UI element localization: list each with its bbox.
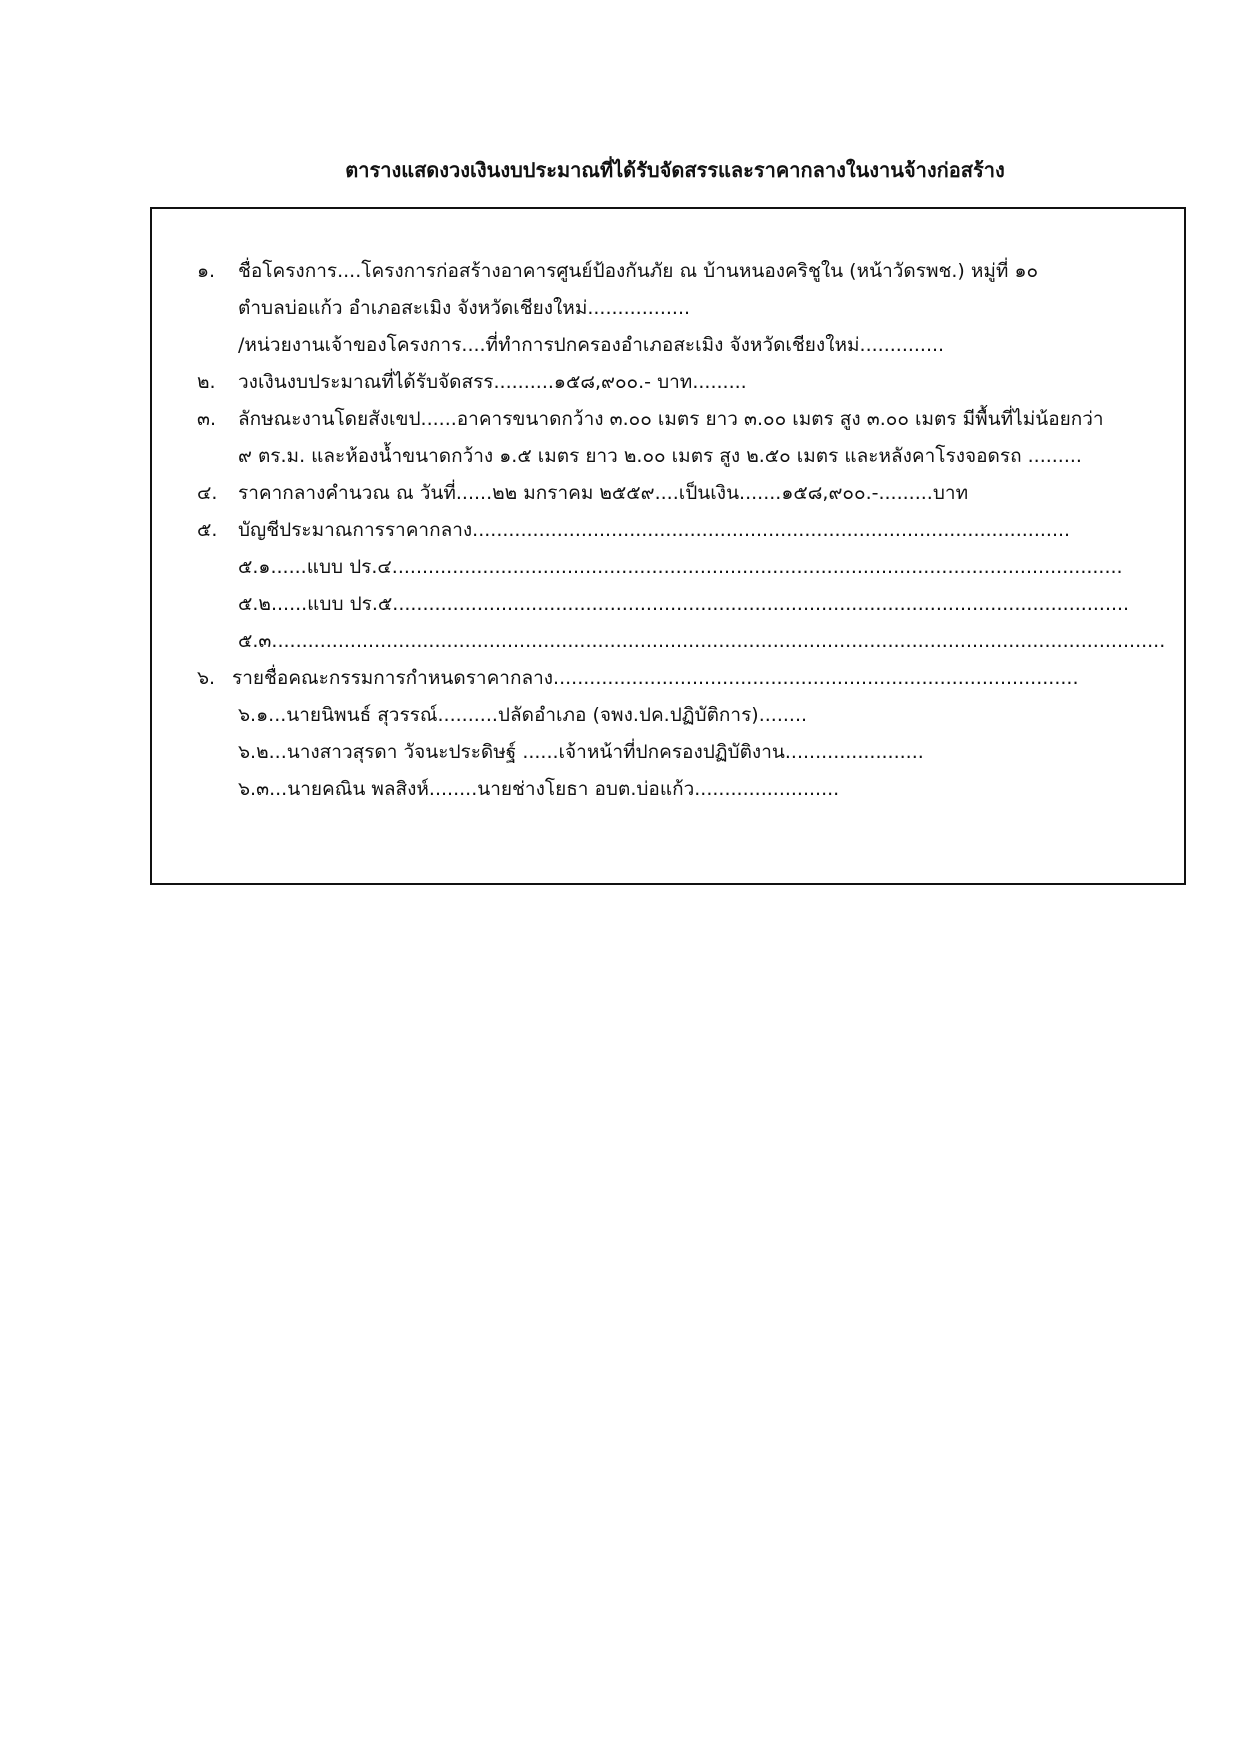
item-5-text: บัญชีประมาณการราคากลาง................................................................................................... <box>238 519 1071 541</box>
item-6-number: ๖. <box>197 667 216 689</box>
item-5-number: ๕. <box>197 519 218 541</box>
item-3-number: ๓. <box>197 408 217 430</box>
item-3-text-continued: ๙ ตร.ม. และห้องน้ำขนาดกว้าง ๑.๕ เมตร ยาว ๒.๐๐ เมตร สูง ๒.๕๐ เมตร และหลังคาโรงจอดรถ ......... <box>238 445 1082 467</box>
item-5-1-text: ๕.๑......แบบ ปร.๔......................................................................................................................... <box>238 556 1123 578</box>
document-title: ตารางแสดงวงเงินงบประมาณที่ได้รับจัดสรรและราคากลางในงานจ้างก่อสร้าง <box>345 158 1005 182</box>
item-6-text: รายชื่อคณะกรรมการกำหนดราคากลาง....................................................................................... <box>232 667 1079 689</box>
item-6-1-text: ๖.๑...นายนิพนธ์ สุวรรณ์..........ปลัดอำเภอ (จพง.ปค.ปฏิบัติการ)........ <box>238 704 808 726</box>
item-5-2-text: ๕.๒......แบบ ปร.๕.......................................................................................................................... <box>238 593 1130 615</box>
item-2-text: วงเงินงบประมาณที่ได้รับจัดสรร..........๑๕๘,๙๐๐.- บาท......... <box>238 371 747 393</box>
item-1-text: ชื่อโครงการ....โครงการก่อสร้างอาคารศูนย์ป้องกันภัย ณ บ้านหนองคริชูใน (หน้าวัดรพช.) หมู่ที่ ๑๐ <box>238 260 1039 282</box>
item-4-text: ราคากลางคำนวณ ณ วันที่......๒๒ มกราคม ๒๕๕๙....เป็นเงิน.......๑๕๘,๙๐๐.-.........บาท <box>238 482 969 504</box>
item-1-number: ๑. <box>197 260 216 282</box>
item-5-3-text: ๕.๓.................................................................................................................................................... <box>238 630 1166 652</box>
content-box <box>150 207 1186 885</box>
item-2-number: ๒. <box>197 371 216 393</box>
item-1-agency-text: /หน่วยงานเจ้าของโครงการ....ที่ทำการปกครองอำเภอสะเมิง จังหวัดเชียงใหม่.............. <box>238 334 945 356</box>
item-1-text-continued: ตำบลบ่อแก้ว อำเภอสะเมิง จังหวัดเชียงใหม่................. <box>238 297 691 319</box>
item-6-3-text: ๖.๓...นายคณิน พลสิงห์........นายช่างโยธา อบต.บ่อแก้ว........................ <box>238 778 840 800</box>
item-6-2-text: ๖.๒...นางสาวสุรดา วัจนะประดิษฐ์ ......เจ้าหน้าที่ปกครองปฏิบัติงาน....................... <box>238 741 924 763</box>
item-4-number: ๔. <box>197 482 218 504</box>
item-3-text: ลักษณะงานโดยสังเขป......อาคารขนาดกว้าง ๓.๐๐ เมตร ยาว ๓.๐๐ เมตร สูง ๓.๐๐ เมตร มีพื้นที่ไม่น้อยกว่า <box>238 408 1104 430</box>
